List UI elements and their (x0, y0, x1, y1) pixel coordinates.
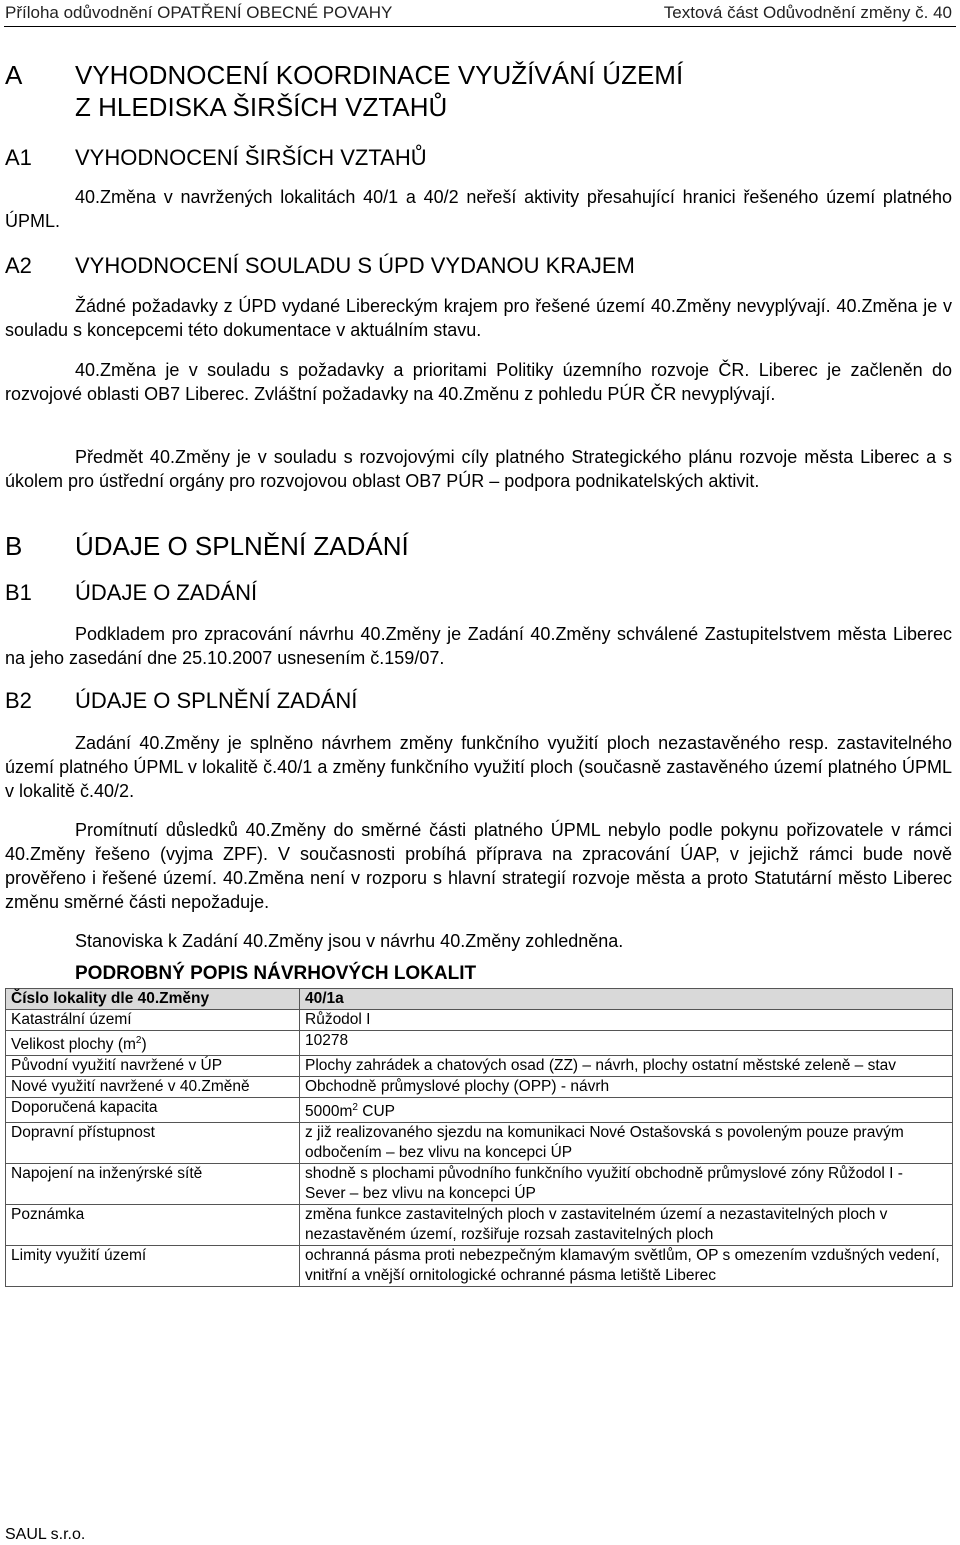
table-value: Plochy zahrádek a chatových osad (ZZ) – návrh, plochy ostatní městské zeleně – stav (300, 1056, 953, 1077)
section-a1-number: A1 (5, 145, 32, 170)
table-key: Poznámka (6, 1205, 300, 1246)
table-row (6, 1077, 953, 1098)
table-row (6, 1031, 953, 1056)
table-row (6, 1010, 953, 1031)
table-row (6, 1098, 953, 1123)
table-key: Katastrální území (6, 1010, 300, 1031)
table-value: $5000m^2$ CUP (300, 1098, 953, 1123)
page-footer: SAUL s.r.o. (5, 1526, 86, 1543)
section-b2-paragraph-1: Zadání 40.Změny je splněno návrhem změny funkčního využití ploch nezastavěného resp. zastavitelného území platného ÚPML v lokalitě č.40/1 a změny funkčního využití ploch (současně zastavěného území platného ÚPML v lokalitě č.40/2. (5, 733, 952, 801)
locality-table-title: PODROBNÝ POPIS NÁVRHOVÝCH LOKALIT (75, 963, 477, 984)
locality-table (5, 988, 953, 1287)
table-value: Obchodně průmyslové plochy (OPP) - návrh (300, 1077, 953, 1098)
section-a2-paragraph-3: Předmět 40.Změny je v souladu s rozvojovými cíly platného Strategického plánu rozvoje města Liberec a s úkolem pro ústřední orgány pro rozvojovou oblast OB7 PÚR – podpora podnikatelských aktivit. (5, 447, 952, 491)
section-a-title-line2: Z HLEDISKA ŠIRŠÍCH VZTAHŮ (75, 92, 448, 122)
section-a-title-line1: VYHODNOCENÍ KOORDINACE VYUŽÍVÁNÍ ÚZEMÍ (75, 60, 684, 90)
section-a2-title: VYHODNOCENÍ SOULADU S ÚPD VYDANOU KRAJEM (75, 253, 635, 278)
table-value: Růžodol I (300, 1010, 953, 1031)
table-row (6, 1123, 953, 1164)
section-a1-title: VYHODNOCENÍ ŠIRŠÍCH VZTAHŮ (75, 145, 427, 170)
table-key: Původní využití navržené v ÚP (6, 1056, 300, 1077)
table-value: z již realizovaného sjezdu na komunikaci Nové Ostašovská s povoleným pouze pravým odbočením – bez vlivu na koncepci ÚP (300, 1123, 953, 1164)
header-rule (4, 26, 956, 27)
section-b2-paragraph-2: Promítnutí důsledků 40.Změny do směrné části platného ÚPML nebylo podle pokynu pořizovatele v rámci 40.Změny řešeno (vyjma ZPF). V současnosti probíhá příprava na zpracování ÚAP, v jejichž rámci bude nově prověřeno i řešené území. 40.Změna není v rozporu s hlavní strategií rozvoje města a proto Statutární město Liberec změnu směrné části nepožaduje. (5, 820, 952, 912)
table-row (6, 1056, 953, 1077)
section-a2-paragraph-1: Žádné požadavky z ÚPD vydané Libereckým krajem pro řešené území 40.Změny nevyplývají. 40.Změna je v souladu s koncepcemi této dokumentace v aktuálním stavu. (5, 296, 952, 340)
table-value: 10278 (300, 1031, 953, 1056)
page-header-right: Textová část Odůvodnění změny č. 40 (663, 3, 952, 22)
section-b1-number: B1 (5, 580, 32, 605)
table-key: Dopravní přístupnost (6, 1123, 300, 1164)
section-b-title: ÚDAJE O SPLNĚNÍ ZADÁNÍ (75, 531, 409, 561)
table-row (6, 989, 953, 1010)
section-b2-title: ÚDAJE O SPLNĚNÍ ZADÁNÍ (75, 688, 358, 713)
section-a2-paragraph-2: 40.Změna je v souladu s požadavky a prioritami Politiky územního rozvoje ČR. Liberec je začleněn do rozvojové oblasti OB7 Liberec. Zvláštní požadavky na 40.Změnu z pohledu PÚR ČR nevyplývají. (5, 360, 952, 404)
table-row (6, 1164, 953, 1205)
table-value: ochranná pásma proti nebezpečným klamavým světlům, OP s omezením vzdušných vedení, vnitřní a vnější ornitologické ochranné pásma letiště Liberec (300, 1246, 953, 1287)
section-b-number: B (5, 531, 23, 561)
table-value: změna funkce zastavitelných ploch v zastavitelném území a nezastavitelných ploch v nezastavěném území, rozšiřuje rozsah zastavitelných ploch (300, 1205, 953, 1246)
section-a1-paragraph: 40.Změna v navržených lokalitách 40/1 a 40/2 neřeší aktivity přesahující hranici řešeného území platného ÚPML. (5, 187, 952, 231)
table-row (6, 1205, 953, 1246)
table-value: 40/1a (300, 989, 953, 1010)
page-header-left: Příloha odůvodnění OPATŘENÍ OBECNÉ POVAHY (5, 3, 393, 22)
table-key: Napojení na inženýrské sítě (6, 1164, 300, 1205)
table-key: Nové využití navržené v 40.Změně (6, 1077, 300, 1098)
section-b2-number: B2 (5, 688, 32, 713)
section-b1-paragraph: Podkladem pro zpracování návrhu 40.Změny je Zadání 40.Změny schválené Zastupitelstvem města Liberec na jeho zasedání dne 25.10.2007 usnesením č.159/07. (5, 624, 952, 668)
section-a2-number: A2 (5, 253, 32, 278)
table-key: Velikost plochy $(m^2)$ (6, 1031, 300, 1056)
table-row (6, 1246, 953, 1287)
table-key: Číslo lokality dle 40.Změny (6, 989, 300, 1010)
table-key: Limity využití území (6, 1246, 300, 1287)
section-a-number: A (5, 60, 23, 90)
table-key: Doporučená kapacita (6, 1098, 300, 1123)
section-b1-title: ÚDAJE O ZADÁNÍ (75, 580, 258, 605)
section-b2-paragraph-3: Stanoviska k Zadání 40.Změny jsou v návrhu 40.Změny zohledněna. (75, 931, 624, 951)
table-value: shodně s plochami původního funkčního využití obchodně průmyslové zóny Růžodol I - Sever – bez vlivu na koncepci ÚP (300, 1164, 953, 1205)
